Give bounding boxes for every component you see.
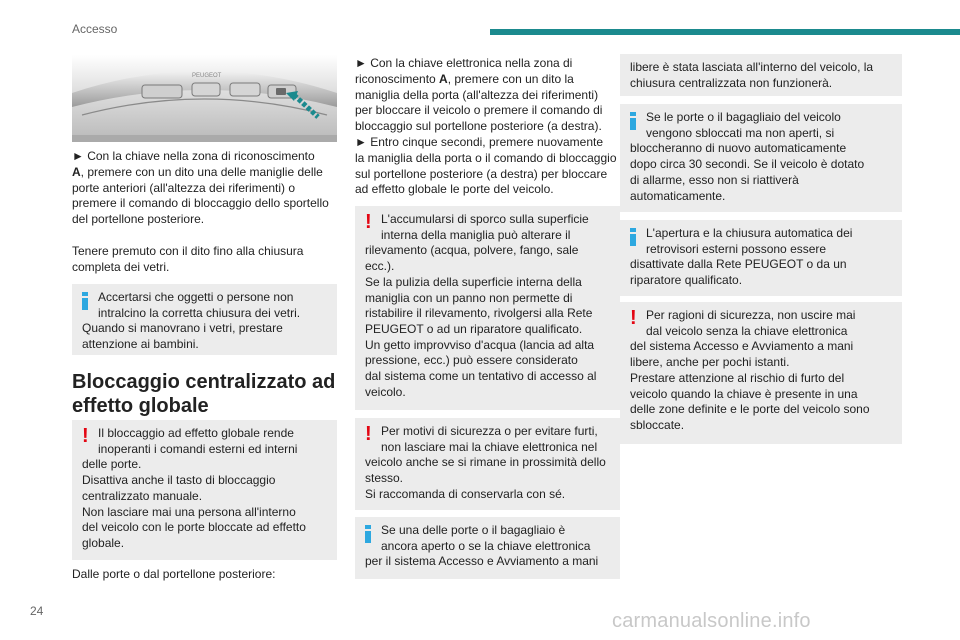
text-line: maniglia della porta (all'altezza dei riferimenti) [355, 87, 599, 102]
text-line: ► Con la chiave nella zona di riconoscimento [72, 149, 315, 163]
text-line: L'accumularsi di sporco sulla superficie [381, 212, 589, 226]
paragraph-lock-step [72, 149, 340, 228]
text-line: completa dei vetri. [72, 259, 170, 274]
text-line: sbloccate. [630, 417, 685, 432]
text-segment: , premere con un dito una delle maniglie delle [80, 164, 323, 179]
text-line: riparatore qualificato. [630, 273, 743, 288]
warning-icon: ! [365, 423, 372, 445]
text-line: Per ragioni di sicurezza, non uscire mai [646, 308, 856, 322]
text-line: del sistema Accesso e Avviamento a mani [630, 339, 854, 354]
text-line: sul portellone posteriore (a destra) per bloccare [355, 166, 608, 181]
text-segment: riconoscimento [355, 71, 440, 86]
text-line: interna della maniglia può alterare il [381, 227, 571, 242]
warning-icon: ! [630, 307, 637, 329]
paragraph-from-doors: Dalle porte o dal portellone posteriore: [72, 567, 276, 581]
text-line: Un getto improvviso d'acqua (lancia ad alta [365, 337, 595, 352]
text-line: Non lasciare mai una persona all'interno [82, 504, 296, 519]
text-line: del veicolo con le porte bloccate ad effetto [82, 520, 306, 535]
text-line: Se una delle porte o il bagagliaio è [381, 523, 566, 537]
reference-a: A [439, 71, 448, 86]
info-box-mirrors [620, 220, 902, 296]
info-icon [630, 228, 636, 245]
text-line: del portellone posteriore. [72, 212, 205, 227]
warning-box-dirt [355, 206, 620, 410]
info-icon [365, 525, 371, 542]
text-line: PEUGEOT o ad un riparatore qualificato. [365, 321, 583, 336]
text-line [355, 72, 623, 88]
text-line: stesso. [365, 471, 404, 486]
text-line: centralizzato manuale. [82, 488, 203, 503]
info-box-door-open [355, 517, 620, 579]
tailgate-handle-image [72, 55, 337, 142]
paragraph-hold [72, 244, 340, 276]
info-box-windows [72, 284, 337, 355]
text-line: ecc.). [365, 259, 395, 274]
text-segment: , premere con un dito la [447, 71, 574, 86]
reference-a: A [72, 164, 81, 179]
text-line: pressione, ecc.) può essere considerato [365, 353, 578, 368]
heading-line: effetto globale [72, 395, 209, 417]
text-line: Per motivi di sicurezza o per evitare furti, [381, 424, 598, 438]
text-line: veicolo. [365, 384, 406, 399]
watermark: carmanualsonline.info [612, 610, 811, 632]
section-heading [72, 370, 335, 418]
text-line: delle porte. [82, 457, 142, 472]
info-icon [82, 292, 88, 309]
text-line: premere il comando di bloccaggio dello sportello [72, 196, 329, 211]
text-line: Il bloccaggio ad effetto globale rende [98, 426, 294, 440]
text-line: veicolo quando la chiave è presente in una [630, 386, 858, 401]
text-line: ad effetto globale le porte del veicolo. [355, 182, 554, 197]
text-line: Se le porte o il bagagliaio del veicolo [646, 110, 841, 124]
section-title: Accesso [72, 22, 118, 36]
text-line: intralcino la corretta chiusura dei vetri. [98, 305, 301, 320]
text-line: globale. [82, 535, 125, 550]
text-line: retrovisori esterni possono essere [646, 241, 827, 256]
text-line: dal sistema come un tentativo di accesso al [365, 369, 597, 384]
text-line: la maniglia della porta o il comando di bloccaggio [355, 150, 617, 165]
text-line: ristabilire il rilevamento, rivolgersi alla Rete [365, 306, 593, 321]
text-line: rilevamento (acqua, polvere, fango, sale [365, 243, 579, 258]
info-icon [630, 112, 636, 129]
warning-box-security [620, 302, 902, 444]
text-line: attenzione ai bambini. [82, 337, 199, 352]
text-line: non lasciare mai la chiave elettronica nel [381, 439, 598, 454]
warning-box-deadlock [72, 420, 337, 560]
text-line: delle zone definite e le porte del veicolo sono [630, 402, 870, 417]
text-line: bloccaggio sul portellone posteriore (a destra). [355, 119, 602, 134]
text-line: per bloccare il veicolo o premere il comando di [355, 103, 603, 118]
text-line: maniglia con un panno non permette di [365, 290, 573, 305]
text-line: disattivate dalla Rete PEUGEOT o da un [630, 257, 847, 272]
text-line: per il sistema Accesso e Avviamento a mani [365, 554, 599, 569]
text-line: libere è stata lasciata all'interno del veicolo, la [630, 60, 874, 74]
text-line: Si raccomanda di conservarla con sé. [365, 486, 566, 501]
text-line: Prestare attenzione al rischio di furto del [630, 370, 845, 385]
text-line: vengono sbloccati ma non aperti, si [646, 125, 835, 140]
warning-icon: ! [82, 425, 89, 447]
text-line: Tenere premuto con il dito fino alla chiusura [72, 244, 304, 258]
paragraph-deadlock-steps [355, 56, 623, 198]
text-line: Disattiva anche il tasto di bloccaggio [82, 473, 276, 488]
text-line: inoperanti i comandi esterni ed interni [98, 441, 298, 456]
text-line: dopo circa 30 secondi. Se il veicolo è dotato [630, 157, 865, 172]
text-line: veicolo anche se si rimane in prossimità dello [365, 455, 606, 470]
text-line [72, 165, 340, 181]
text-line: L'apertura e la chiusura automatica dei [646, 226, 853, 240]
page-number: 24 [30, 604, 44, 618]
text-line: porte anteriori (all'altezza dei riferimenti) o [72, 180, 296, 195]
warning-icon: ! [365, 211, 372, 233]
info-box-continued [620, 54, 902, 96]
emblem-text: PEUGEOT [192, 73, 222, 79]
text-line: automaticamente. [630, 188, 726, 203]
text-line: libere, anche per pochi istanti. [630, 355, 790, 370]
tailgate-handle-illustration [72, 55, 337, 142]
info-box-auto-relock [620, 104, 902, 212]
text-line: ancora aperto o se la chiave elettronica [381, 538, 591, 553]
text-line: Accertarsi che oggetti o persone non [98, 290, 294, 304]
text-line: ► Con la chiave elettronica nella zona di [355, 56, 573, 70]
heading-line: Bloccaggio centralizzato ad [72, 371, 336, 393]
text-line: ► Entro cinque secondi, premere nuovamente [355, 134, 604, 149]
text-line: chiusura centralizzata non funzionerà. [630, 75, 833, 90]
text-line: Se la pulizia della superficie interna della [365, 274, 582, 289]
text-line: Quando si manovrano i vetri, prestare [82, 321, 283, 336]
warning-box-key [355, 418, 620, 510]
text-line: dal veicolo senza la chiave elettronica [646, 323, 848, 338]
header-accent-bar [490, 29, 960, 35]
text-line: bloccheranno di nuovo automaticamente [630, 141, 847, 156]
text-line: di allarme, esso non si riattiverà [630, 172, 799, 187]
